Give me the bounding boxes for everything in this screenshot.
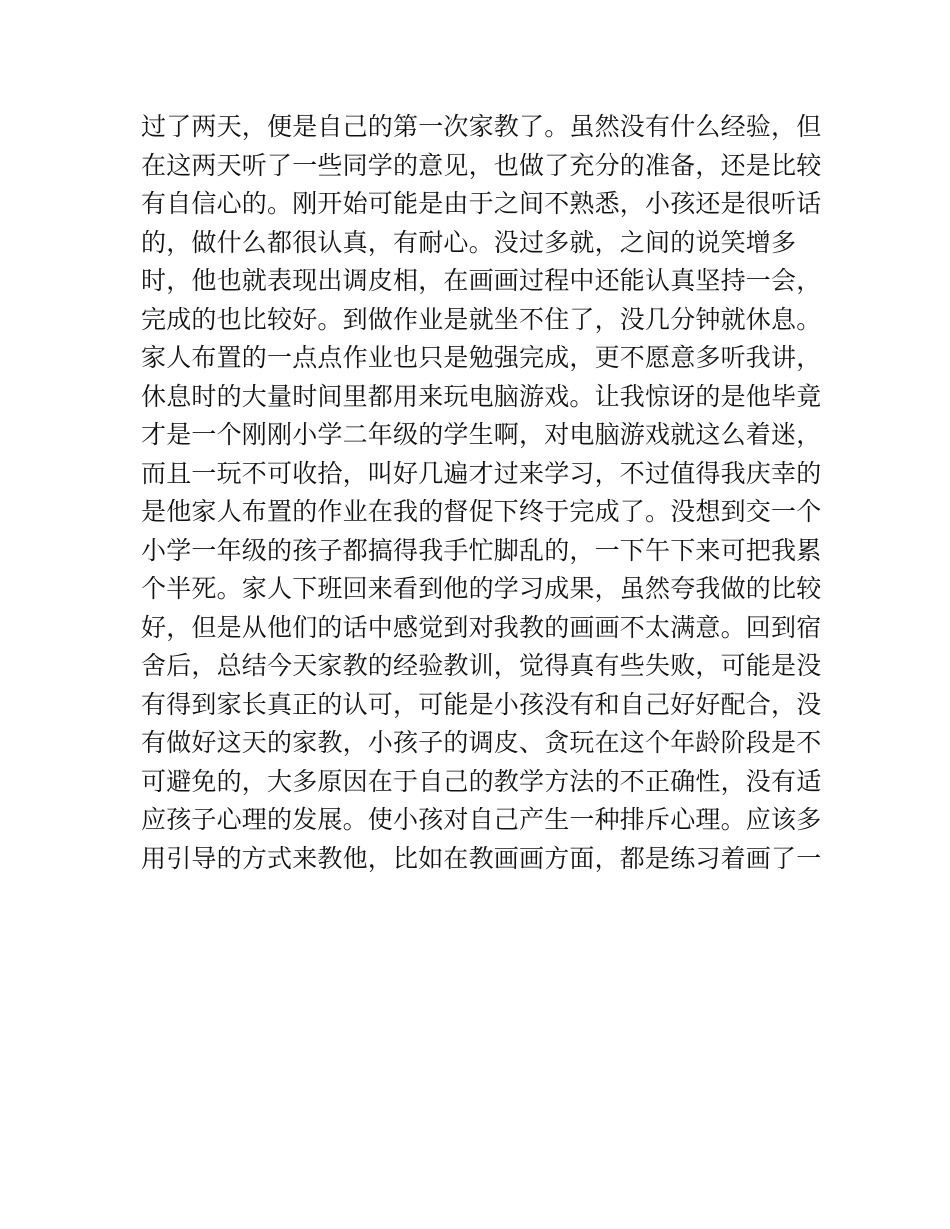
text-line: 应孩子心理的发展。使小孩对自己产生一种排斥心理。应该多 — [141, 805, 822, 834]
text-line: 才是一个刚刚小学二年级的学生啊，对电脑游戏就这么着迷， — [141, 420, 822, 449]
text-line: 在这两天听了一些同学的意见，也做了充分的准备，还是比较 — [141, 150, 822, 180]
text-line: 休息时的大量时间里都用来玩电脑游戏。让我惊讶的是他毕竟 — [141, 381, 822, 411]
text-line: 而且一玩不可收拾，叫好几遍才过来学习，不过值得我庆幸的 — [141, 458, 822, 488]
text-line: 有自信心的。刚开始可能是由于之间不熟悉，小孩还是很听话 — [141, 189, 822, 218]
body-text — [141, 108, 831, 878]
text-line: 完成的也比较好。到做作业是就坐不住了，没几分钟就休息。 — [141, 304, 822, 334]
text-line: 小学一年级的孩子都搞得我手忙脚乱的，一下午下来可把我累 — [141, 535, 822, 565]
text-line: 过了两天，便是自己的第一次家教了。虽然没有什么经验，但 — [141, 112, 822, 141]
text-line: 舍后，总结今天家教的经验教训，觉得真有些失败，可能是没 — [141, 651, 822, 680]
text-line: 用引导的方式来教他，比如在教画画方面，都是练习着画了一 — [141, 843, 822, 873]
text-line: 是他家人布置的作业在我的督促下终于完成了。没想到交一个 — [141, 497, 822, 526]
text-line: 可避免的，大多原因在于自己的教学方法的不正确性，没有适 — [141, 766, 822, 796]
text-line: 时，他也就表现出调皮相，在画画过程中还能认真坚持一会， — [141, 266, 822, 295]
text-line: 有做好这天的家教，小孩子的调皮、贪玩在这个年龄阶段是不 — [141, 728, 822, 757]
text-line: 好，但是从他们的话中感觉到对我教的画画不太满意。回到宿 — [141, 612, 822, 642]
text-line: 的，做什么都很认真，有耐心。没过多就，之间的说笑增多 — [141, 227, 797, 257]
text-line: 个半死。家人下班回来看到他的学习成果，虽然夸我做的比较 — [141, 574, 822, 603]
text-line: 有得到家长真正的认可，可能是小孩没有和自己好好配合，没 — [141, 689, 822, 719]
text-line: 家人布置的一点点作业也只是勉强完成，更不愿意多听我讲， — [141, 343, 822, 372]
